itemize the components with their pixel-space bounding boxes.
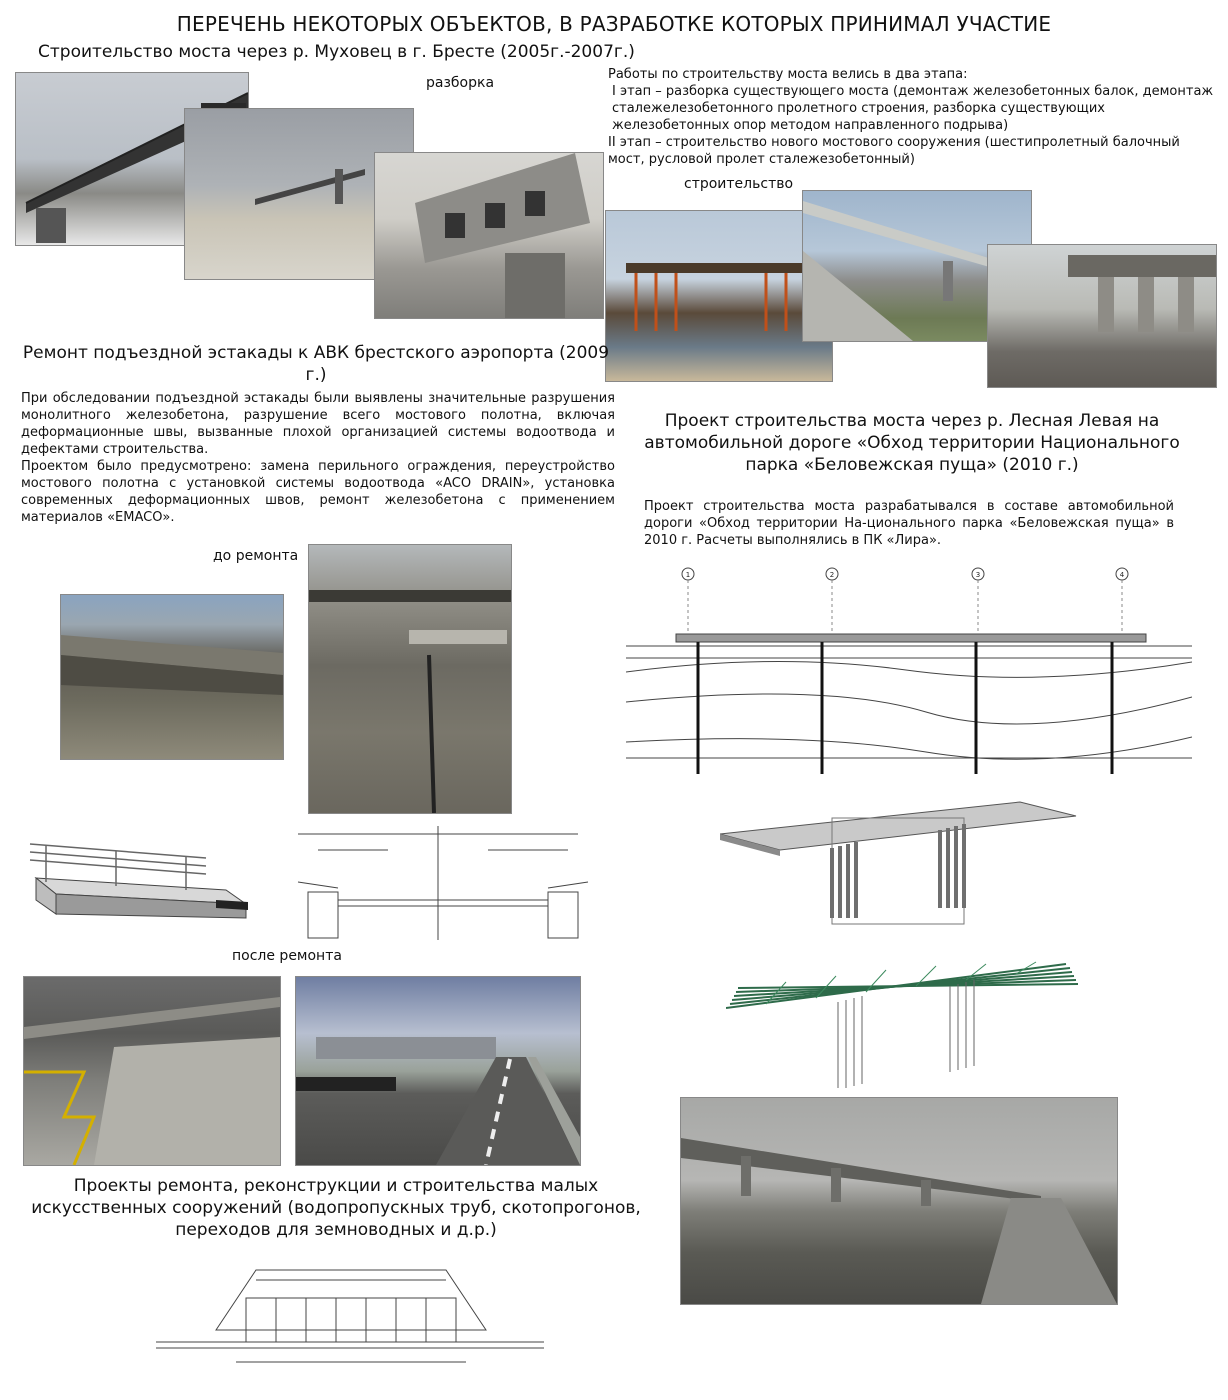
damaged-railing-illustration	[61, 595, 283, 759]
muhovets-description	[608, 66, 1218, 168]
finished-bridge-illustration	[681, 1098, 1117, 1304]
label-before-repair: до ремонта	[213, 548, 299, 564]
photo-construction-1	[605, 210, 833, 382]
damaged-joint-illustration	[309, 545, 511, 813]
axis-label-3: 3	[975, 571, 981, 579]
photo-after-1	[23, 976, 281, 1166]
fe-model-illustration	[726, 958, 1088, 1090]
photo-construction-3	[987, 244, 1217, 388]
profile-illustration	[626, 562, 1192, 782]
photo-finished-bridge	[680, 1097, 1118, 1305]
airport-para2: Проектом было предусмотрено: замена перильного ограждения, переустройство мостового полотна с установкой системы водоотвода «ACO DRAIN», установка современных деформационных швов, ремонт железобетона с применением материалов «EMACO».	[21, 459, 615, 525]
piers-illustration	[988, 245, 1216, 387]
airport-description	[21, 390, 615, 526]
photo-after-2	[295, 976, 581, 1166]
lesnaya-heading: Проект строительства моста через р. Лесная Левая на автомобильной дороге «Обход территории Национального парка «Беловежская пуща» (2010 г.)	[644, 411, 1180, 475]
culvert-illustration	[156, 1250, 544, 1370]
label-construction: строительство	[684, 176, 794, 192]
scaffold-illustration	[606, 211, 832, 381]
repaired-road-illustration	[296, 977, 580, 1165]
muhovets-stage1: I этап – разборка существующего моста (демонтаж железобетонных балок, демонтаж сталежелезобетонного пролетного строения, разборка существующих железобетонных опор методом направленного подрыва)	[612, 84, 1214, 133]
page-title: ПЕРЕЧЕНЬ НЕКОТОРЫХ ОБЪЕКТОВ, В РАЗРАБОТКЕ КОТОРЫХ ПРИНИМАЛ УЧАСТИЕ	[176, 12, 1052, 36]
railing-3d-drawing	[26, 838, 250, 920]
culvert-drawing	[156, 1250, 544, 1370]
axis-label-4: 4	[1119, 571, 1125, 579]
bridge-3d-model	[720, 798, 1080, 926]
airport-para1: При обследовании подъездной эстакады были выявлены значительные разрушения монолитного железобетона, разрушение всего мостового полотна, включая деформационные швы, вызванные плохой организацией системы водоотвода и дефектами строительства.	[21, 391, 615, 457]
cross-section-illustration	[258, 822, 598, 942]
label-disassembly: разборка	[426, 75, 495, 91]
axis-label-1: 1	[685, 571, 691, 579]
label-after-repair: после ремонта	[232, 948, 342, 964]
railing-model-illustration	[26, 838, 250, 920]
axis-label-2: 2	[829, 571, 835, 579]
photo-before-1	[60, 594, 284, 760]
bridge-fe-model	[726, 958, 1088, 1090]
lesnaya-description: Проект строительства моста разрабатывался в составе автомобильной дороги «Обход территории На-ционального парка «Беловежская пуща» в 2010 г. Расчеты выполнялись в ПК «Лира».	[644, 499, 1174, 548]
model-illustration	[720, 798, 1080, 926]
small-structures-heading: Проекты ремонта, реконструкции и строительства малых искусственных сооружений (водопропускных труб, скотопрогонов, переходов для земноводных и д.р.)	[31, 1176, 641, 1240]
deck-cross-section-drawing	[258, 822, 598, 942]
photo-before-2	[308, 544, 512, 814]
airport-heading: Ремонт подъездной эстакады к АВК брестского аэропорта (2009 г.)	[22, 343, 610, 385]
photo-disassembly-2	[374, 152, 604, 319]
bridge-profile-drawing	[626, 562, 1192, 782]
repaired-deck-illustration	[24, 977, 280, 1165]
muhovets-intro: Работы по строительству моста велись в два этапа:	[608, 67, 968, 82]
muhovets-stage2: II этап – строительство нового мостового сооружения (шестипролетный балочный мост, русловой пролет сталежезобетонный)	[608, 135, 1180, 167]
pier-illustration	[375, 153, 603, 318]
muhovets-heading: Строительство моста через р. Муховец в г. Бресте (2005г.-2007г.)	[38, 42, 635, 62]
